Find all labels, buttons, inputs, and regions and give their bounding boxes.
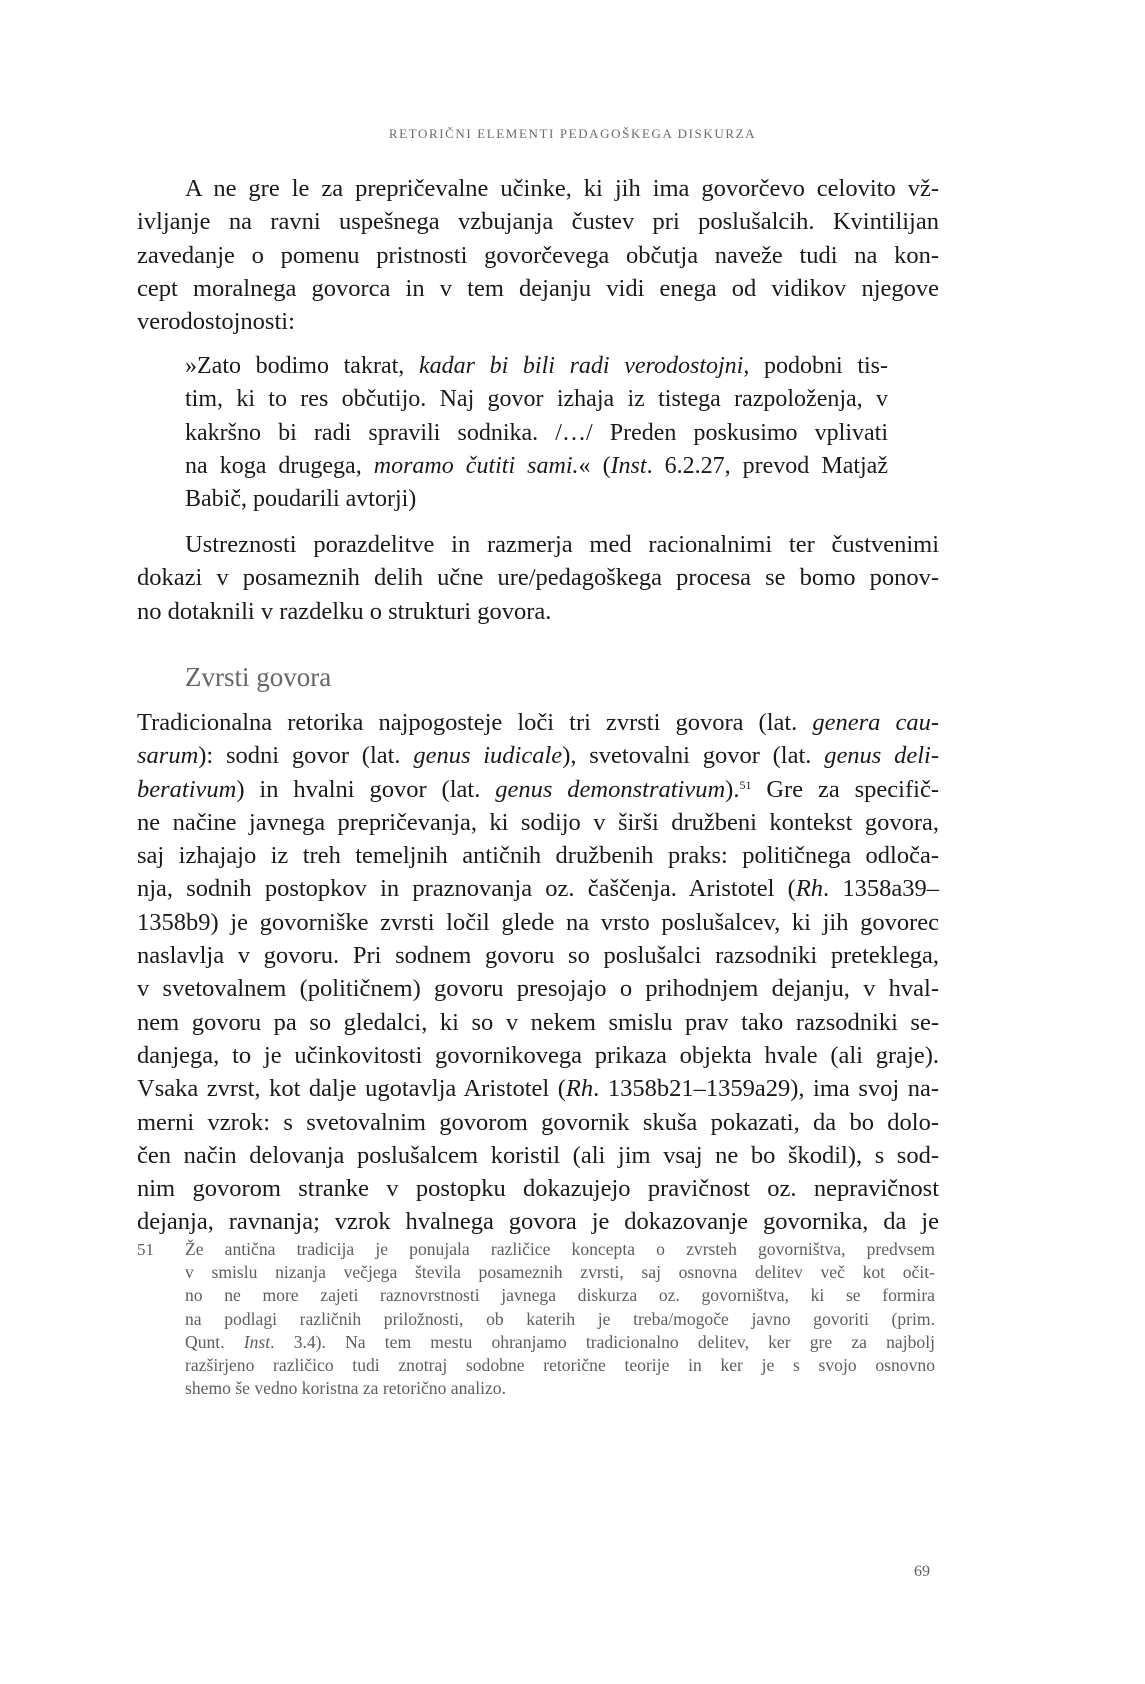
footnote-line: na podlagi različnih priložnosti, ob katerih je treba/mogoče javno govoriti (prim. bbox=[185, 1308, 935, 1329]
text: . 3.4). Na tem mestu ohranjamo tradicionalno delitev, ker gre za najbolj bbox=[270, 1331, 936, 1352]
text-line: ne načine javnega prepričevanja, ki sodijo v širši družbeni kontekst govora, bbox=[137, 808, 939, 836]
text-line: dejanja, ravnanja; vzrok hvalnega govora je dokazovanje govornika, da je bbox=[137, 1208, 939, 1236]
text: nja, sodnih postopkov in praznovanja oz. čaščenja. Aristotel ( bbox=[137, 875, 796, 903]
italic-text: Inst bbox=[610, 452, 647, 479]
quote-line: kakršno bi radi spravili sodnika. /…/ Preden poskusimo vplivati bbox=[185, 419, 888, 446]
text-line: Ustreznosti porazdelitve in razmerja med racionalnimi ter čustvenimi bbox=[185, 531, 939, 558]
quote-line bbox=[185, 350, 888, 383]
paragraph-2 bbox=[137, 528, 939, 628]
text-line: A ne gre le za prepričevalne učinke, ki jih ima govorčevo celovito vž- bbox=[185, 175, 939, 202]
text-line: no dotaknili v razdelku o strukturi govora. bbox=[137, 597, 552, 625]
footnote-line: v smislu nizanja večjega števila posameznih zvrsti, saj osnovna delitev več kot očit- bbox=[185, 1262, 935, 1283]
text: Gre za specifič- bbox=[751, 775, 939, 803]
italic-text: genera cau- bbox=[812, 709, 939, 736]
text: , podobni tis- bbox=[743, 353, 888, 379]
italic-text: Inst bbox=[243, 1331, 271, 1352]
footnote-line bbox=[185, 1331, 935, 1354]
text: . 1358b21–1359a29), ima svoj na- bbox=[593, 1075, 939, 1103]
text: »Zato bodimo takrat, bbox=[185, 353, 419, 379]
text: Vsaka zvrst, kot dalje ugotavlja Aristotel ( bbox=[137, 1075, 566, 1103]
paragraph-3 bbox=[137, 706, 939, 1239]
text: Qunt. bbox=[185, 1331, 244, 1352]
text-line: merni vzrok: s svetovalnim govorom govornik skuša pokazati, da bo dolo- bbox=[137, 1108, 939, 1136]
section-heading: Zvrsti govora bbox=[185, 662, 332, 692]
text-line: verodostojnosti: bbox=[137, 308, 295, 336]
footnote-line: razširjeno različico tudi znotraj sodobne retorične teorije in ker je s svojo osnovno bbox=[185, 1354, 935, 1375]
text-line bbox=[137, 706, 939, 739]
text-line: v svetovalnem (političnem) govoru presojajo o prihodnjem dejanju, v hval- bbox=[137, 975, 939, 1003]
text: ), svetovalni govor (lat. bbox=[562, 742, 825, 770]
paragraph-1 bbox=[137, 172, 939, 338]
footnote-number: 51 bbox=[137, 1240, 154, 1259]
running-head: RETORIČNI ELEMENTI PEDAGOŠKEGA DISKURZA bbox=[388, 126, 757, 141]
block-quote bbox=[185, 350, 888, 516]
footnote-line: no ne more zajeti raznovrstnosti javnega diskurza oz. govorništva, ki se formira bbox=[185, 1285, 935, 1306]
italic-text: kadar bi bili radi verodostojni bbox=[418, 353, 744, 379]
quote-line: Babič, poudarili avtorji) bbox=[185, 486, 417, 513]
text-line: nem govoru pa so gledalci, ki so v nekem smislu prav tako razsodniki se- bbox=[137, 1008, 939, 1036]
text-line: dokazi v posameznih delih učne ure/pedagoškega procesa se bomo ponov- bbox=[137, 564, 939, 592]
italic-text: genus demonstrativum bbox=[495, 775, 726, 803]
text-line: danjega, to je učinkovitosti govornikovega prikaza objekta hvale (ali graje). bbox=[137, 1041, 939, 1069]
text-line: cept moralnega govorca in v tem dejanju vidi enega od vidikov njegove bbox=[137, 274, 939, 302]
text: . 6.2.27, prevod Matjaž bbox=[646, 452, 888, 479]
quote-line: tim, ki to res občutijo. Naj govor izhaja iz tistega razpoloženja, v bbox=[185, 386, 888, 413]
text-line: saj izhajajo iz treh temeljnih antičnih družbenih praks: političnega odloča- bbox=[137, 842, 939, 870]
italic-text: sarum bbox=[137, 742, 199, 770]
text: « ( bbox=[578, 452, 611, 479]
footnote-body bbox=[185, 1238, 935, 1400]
quote-line bbox=[185, 450, 888, 483]
text: na koga drugega, bbox=[185, 452, 374, 479]
text: ): sodni govor (lat. bbox=[198, 742, 414, 770]
italic-text: moramo čutiti sami. bbox=[373, 452, 579, 479]
italic-text: berativum bbox=[137, 775, 237, 803]
text-line: 1358b9) je govorniške zvrsti ločil glede na vrsto poslušalcev, ki jih govorec bbox=[137, 908, 939, 936]
italic-text: genus deli- bbox=[824, 742, 940, 770]
italic-text: Rh bbox=[565, 1075, 594, 1103]
text-line bbox=[137, 773, 939, 806]
text-line: ivljanje na ravni uspešnega vzbujanja čustev pri poslušalcih. Kvintilijan bbox=[137, 208, 939, 236]
text: ) in hvalni govor (lat. bbox=[236, 775, 496, 803]
text-line: nim govorom stranke v postopku dokazujejo pravičnost oz. nepravičnost bbox=[137, 1175, 939, 1203]
page-number: 69 bbox=[914, 1563, 930, 1580]
text-line bbox=[137, 872, 939, 905]
text-line: naslavlja v govoru. Pri sodnem govoru so poslušalci razsodniki preteklega, bbox=[137, 942, 939, 970]
text: ). bbox=[725, 775, 740, 803]
text: Tradicionalna retorika najpogosteje loči tri zvrsti govora (lat. bbox=[137, 709, 813, 736]
text: . 1358a39– bbox=[823, 875, 940, 903]
footnote-line: shemo še vedno koristna za retorično analizo. bbox=[185, 1378, 506, 1399]
text-line: čen način delovanja poslušalcem koristil (ali jim vsaj ne bo škodil), s sod- bbox=[137, 1141, 939, 1169]
text-line: zavedanje o pomenu pristnosti govorčevega občutja naveže tudi na kon- bbox=[137, 241, 939, 269]
footnote-reference[interactable]: 51 bbox=[739, 777, 752, 792]
text-line bbox=[137, 739, 939, 772]
footnote-line: Že antična tradicija je ponujala različice koncepta o zvrsteh govorništva, predvsem bbox=[185, 1239, 935, 1259]
italic-text: genus iudicale bbox=[413, 742, 563, 770]
text-line bbox=[137, 1072, 939, 1105]
italic-text: Rh bbox=[795, 875, 824, 903]
